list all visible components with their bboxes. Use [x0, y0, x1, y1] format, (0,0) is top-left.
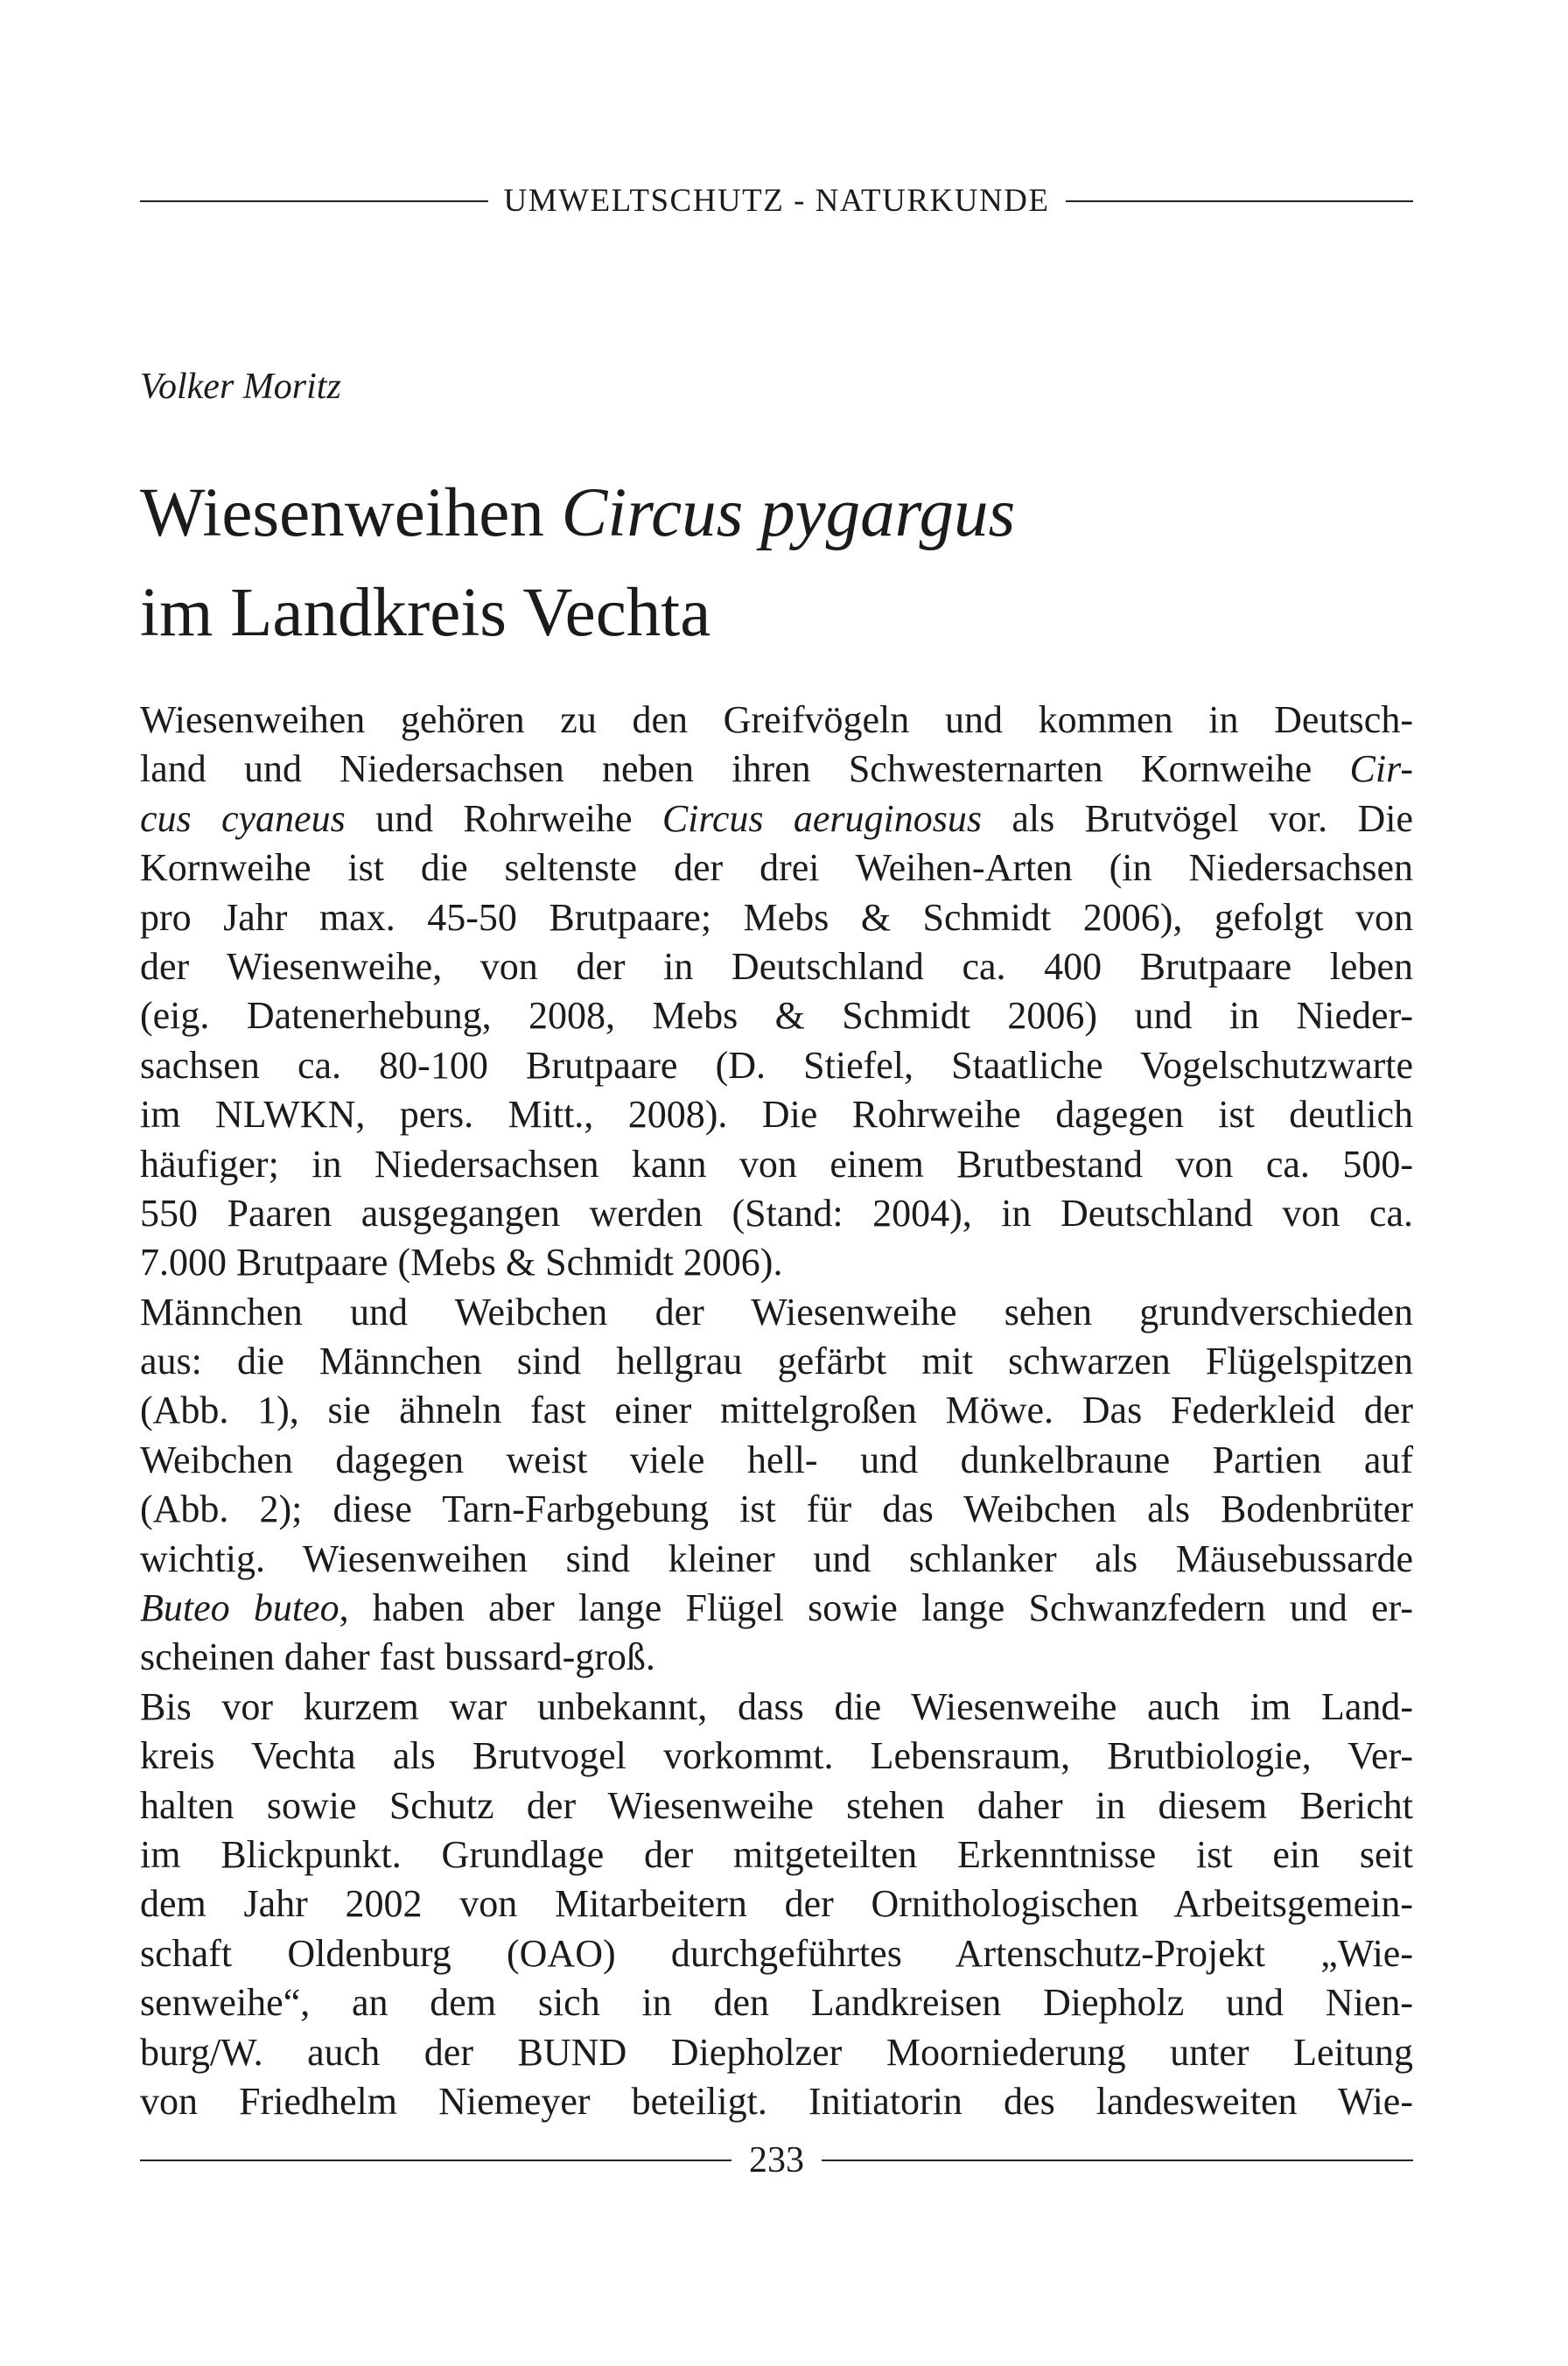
- body-line: [140, 1732, 1413, 1781]
- body-text-segment: halten sowie Schutz der Wiesenweihe stehen daher in diesem Bericht: [140, 1783, 1413, 1827]
- body-line: [140, 991, 1413, 1040]
- title-prefix: Wiesenweihen: [140, 475, 562, 551]
- body-line: [140, 1683, 1413, 1732]
- body-line: [140, 1978, 1413, 2027]
- body-text-segment: Bis vor kurzem war unbekannt, dass die Wiesenweihe auch im Land-: [140, 1684, 1413, 1728]
- author-name: Volker Moritz: [140, 367, 341, 407]
- body-line: [140, 2077, 1413, 2126]
- body-text-segment: und Rohrweihe: [345, 796, 662, 840]
- body-text-segment: (Abb. 1), sie ähneln fast einer mittelgroßen Möwe. Das Federkleid der: [140, 1389, 1413, 1432]
- body-text-segment: von Friedhelm Niemeyer beteiligt. Initiatorin des landesweiten Wie-: [140, 2079, 1413, 2123]
- article-body: [140, 696, 1413, 2126]
- body-line: [140, 893, 1413, 942]
- body-text-segment: häufiger; in Niedersachsen kann von einem Brutbestand von ca. 500-: [140, 1142, 1413, 1186]
- body-text-segment: aus: die Männchen sind hellgrau gefärbt mit schwarzen Flügelspitzen: [140, 1340, 1413, 1383]
- title-line-1: [140, 464, 1015, 564]
- page-footer: [140, 2139, 1413, 2181]
- body-text-segment: (Abb. 2); diese Tarn-Farbgebung ist für das Weibchen als Bodenbrüter: [140, 1488, 1413, 1531]
- body-line: [140, 1238, 1413, 1287]
- body-text-segment: 7.000 Brutpaare (Mebs & Schmidt 2006).: [140, 1241, 783, 1284]
- body-line: [140, 1041, 1413, 1090]
- body-text-segment: senweihe“, an dem sich in den Landkreisen Diepholz und Nien-: [140, 1981, 1413, 2025]
- body-line: [140, 696, 1413, 745]
- title-species-name: Circus pygargus: [561, 475, 1016, 551]
- article-title: [140, 464, 1015, 663]
- header-rule-right: [1066, 200, 1414, 202]
- body-line: [140, 1830, 1413, 1880]
- body-text-segment: Wiesenweihen gehören zu den Greifvögeln und kommen in Deutsch-: [140, 698, 1413, 741]
- footer-rule-left: [140, 2160, 732, 2161]
- body-text-segment: als Brutvögel vor. Die: [982, 796, 1414, 840]
- running-header: [140, 182, 1413, 220]
- body-line: [140, 1140, 1413, 1189]
- body-text-segment: land und Niedersachsen neben ihren Schwesternarten Kornweihe: [140, 747, 1350, 791]
- body-line: [140, 942, 1413, 991]
- running-title: UMWELTSCHUTZ - NATURKUNDE: [503, 183, 1050, 219]
- body-text-segment: im Blickpunkt. Grundlage der mitgeteilten Erkenntnisse ist ein seit: [140, 1832, 1413, 1876]
- page-number: 233: [749, 2140, 804, 2180]
- body-line: [140, 794, 1413, 844]
- body-text-segment: im NLWKN, pers. Mitt., 2008). Die Rohrweihe dagegen ist deutlich: [140, 1093, 1413, 1137]
- body-text-segment: , haben aber lange Flügel sowie lange Schwanzfedern und er-: [339, 1586, 1413, 1630]
- body-line: [140, 1288, 1413, 1337]
- body-line: [140, 1337, 1413, 1386]
- body-line: [140, 1436, 1413, 1485]
- body-line: [140, 1782, 1413, 1830]
- body-text-segment: sachsen ca. 80-100 Brutpaare (D. Stiefel, Staatliche Vogelschutzwarte: [140, 1043, 1413, 1087]
- body-line: [140, 1633, 1413, 1682]
- body-line: [140, 1535, 1413, 1584]
- title-line-2: im Landkreis Vechta: [140, 575, 711, 651]
- body-text-segment: burg/W. auch der BUND Diepholzer Moorniederung unter Leitung: [140, 2030, 1413, 2074]
- body-line: [140, 1189, 1413, 1238]
- body-text-segment: dem Jahr 2002 von Mitarbeitern der Ornithologischen Arbeitsgemein-: [140, 1882, 1413, 1926]
- body-line: [140, 1929, 1413, 1978]
- body-text-segment: Männchen und Weibchen der Wiesenweihe sehen grundverschieden: [140, 1290, 1413, 1334]
- body-text-segment: wichtig. Wiesenweihen sind kleiner und schlanker als Mäusebussarde: [140, 1536, 1413, 1580]
- body-text-segment: (eig. Datenerhebung, 2008, Mebs & Schmidt 2006) und in Nieder-: [140, 994, 1413, 1038]
- body-line: [140, 1880, 1413, 1928]
- species-name: Cir-: [1349, 747, 1413, 791]
- body-text-segment: kreis Vechta als Brutvogel vorkommt. Lebensraum, Brutbiologie, Ver-: [140, 1734, 1413, 1778]
- body-line: [140, 844, 1413, 892]
- body-text-segment: 550 Paaren ausgegangen werden (Stand: 2004), in Deutschland von ca.: [140, 1191, 1413, 1235]
- header-rule-left: [140, 200, 488, 202]
- body-text-segment: der Wiesenweihe, von der in Deutschland ca. 400 Brutpaare leben: [140, 944, 1413, 988]
- body-line: [140, 745, 1413, 794]
- footer-rule-right: [822, 2160, 1413, 2161]
- body-text-segment: schaft Oldenburg (OAO) durchgeführtes Artenschutz-Projekt „Wie-: [140, 1931, 1413, 1975]
- body-text-segment: Weibchen dagegen weist viele hell- und dunkelbraune Partien auf: [140, 1438, 1413, 1481]
- species-name: cus cyaneus: [140, 796, 346, 840]
- species-name: Buteo buteo: [140, 1586, 340, 1630]
- body-line: [140, 1584, 1413, 1633]
- body-line: [140, 1485, 1413, 1534]
- body-text-segment: pro Jahr max. 45-50 Brutpaare; Mebs & Schmidt 2006), gefolgt von: [140, 895, 1413, 939]
- body-text-segment: Kornweihe ist die seltenste der drei Weihen-Arten (in Niedersachsen: [140, 846, 1413, 890]
- body-line: [140, 1090, 1413, 1139]
- body-line: [140, 1386, 1413, 1435]
- body-text-segment: scheinen daher fast bussard-groß.: [140, 1635, 655, 1679]
- species-name: Circus aeruginosus: [662, 796, 983, 840]
- body-line: [140, 2028, 1413, 2077]
